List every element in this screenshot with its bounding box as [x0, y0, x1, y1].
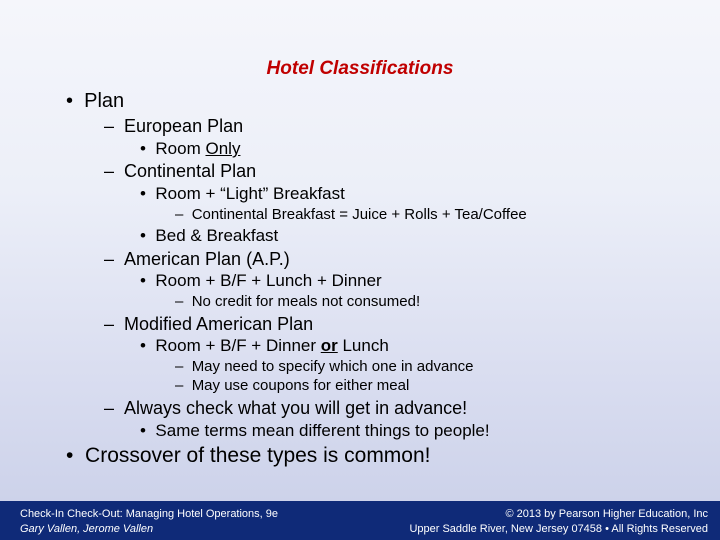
bed-breakfast-text: Bed & Breakfast [155, 226, 279, 245]
bullet-light-breakfast [140, 184, 345, 204]
continental-plan-text: Continental Plan [124, 161, 257, 181]
bullet-european-plan [104, 116, 243, 137]
footer-bar [0, 501, 720, 540]
footer-book-title: Check-In Check-Out: Managing Hotel Operations, 9e [20, 508, 279, 520]
crossover-text: Crossover of these types is common! [85, 444, 431, 467]
footer-right [409, 507, 708, 537]
footer-rights: Upper Saddle River, New Jersey 07458 • All Rights Reserved [409, 523, 708, 535]
dash-icon: – [175, 377, 192, 394]
may-specify-text: May need to specify which one in advance [191, 358, 474, 375]
slide-title [0, 58, 720, 80]
map-meals-suffix: Lunch [337, 336, 389, 355]
bullet-may-coupons [175, 377, 409, 394]
dash-icon: – [175, 358, 192, 375]
bullet-crossover [66, 444, 431, 468]
bullet-dot-icon: • [66, 90, 85, 112]
dash-icon: – [175, 206, 192, 223]
bullet-modified-american-plan [104, 314, 313, 335]
map-meals-prefix: Room + B/F + Dinner [155, 336, 321, 355]
footer-left [20, 507, 278, 537]
map-meals-or: or [320, 336, 338, 355]
american-plan-text: American Plan (A.P.) [124, 249, 290, 269]
bullet-continental-breakfast [175, 206, 527, 223]
room-only-prefix: Room [155, 139, 206, 158]
bullet-dot-icon: • [140, 139, 156, 158]
bullet-same-terms [140, 421, 490, 441]
bullet-plan [66, 90, 124, 113]
continental-breakfast-text: Continental Breakfast = Juice + Rolls + Tea/Coffee [191, 206, 527, 223]
same-terms-text: Same terms mean different things to people! [155, 421, 490, 440]
ap-meals-text: Room + B/F + Lunch + Dinner [155, 271, 382, 290]
bullet-always-check [104, 398, 467, 419]
bullet-american-plan [104, 249, 290, 270]
dash-icon: – [104, 161, 125, 181]
may-coupons-text: May use coupons for either meal [191, 377, 410, 394]
footer-copyright: © 2013 by Pearson Higher Education, Inc [505, 508, 708, 520]
no-credit-text: No credit for meals not consumed! [191, 293, 421, 310]
dash-icon: – [104, 249, 125, 269]
bullet-dot-icon: • [140, 336, 156, 355]
bullet-dot-icon: • [140, 271, 156, 290]
dash-icon: – [104, 116, 125, 136]
bullet-no-credit [175, 293, 420, 310]
bullet-plan-text: Plan [84, 90, 125, 112]
bullet-bed-breakfast [140, 226, 278, 246]
bullet-dot-icon: • [140, 184, 156, 203]
dash-icon: – [175, 293, 192, 310]
bullet-ap-meals [140, 271, 382, 291]
slide-title-text: Hotel Classifications [266, 58, 454, 79]
footer-authors: Gary Vallen, Jerome Vallen [20, 523, 154, 535]
bullet-may-specify [175, 358, 474, 375]
room-only-underlined: Only [205, 139, 241, 158]
bullet-dot-icon: • [66, 444, 86, 467]
light-breakfast-text: Room + “Light” Breakfast [155, 184, 345, 203]
always-check-text: Always check what you will get in advance! [124, 398, 468, 418]
dash-icon: – [104, 398, 125, 418]
dash-icon: – [104, 314, 125, 334]
bullet-room-only [140, 139, 240, 159]
bullet-map-meals [140, 336, 389, 356]
modified-plan-text: Modified American Plan [124, 314, 314, 334]
bullet-dot-icon: • [140, 226, 156, 245]
bullet-continental-plan [104, 161, 256, 182]
european-plan-text: European Plan [124, 116, 244, 136]
bullet-dot-icon: • [140, 421, 156, 440]
